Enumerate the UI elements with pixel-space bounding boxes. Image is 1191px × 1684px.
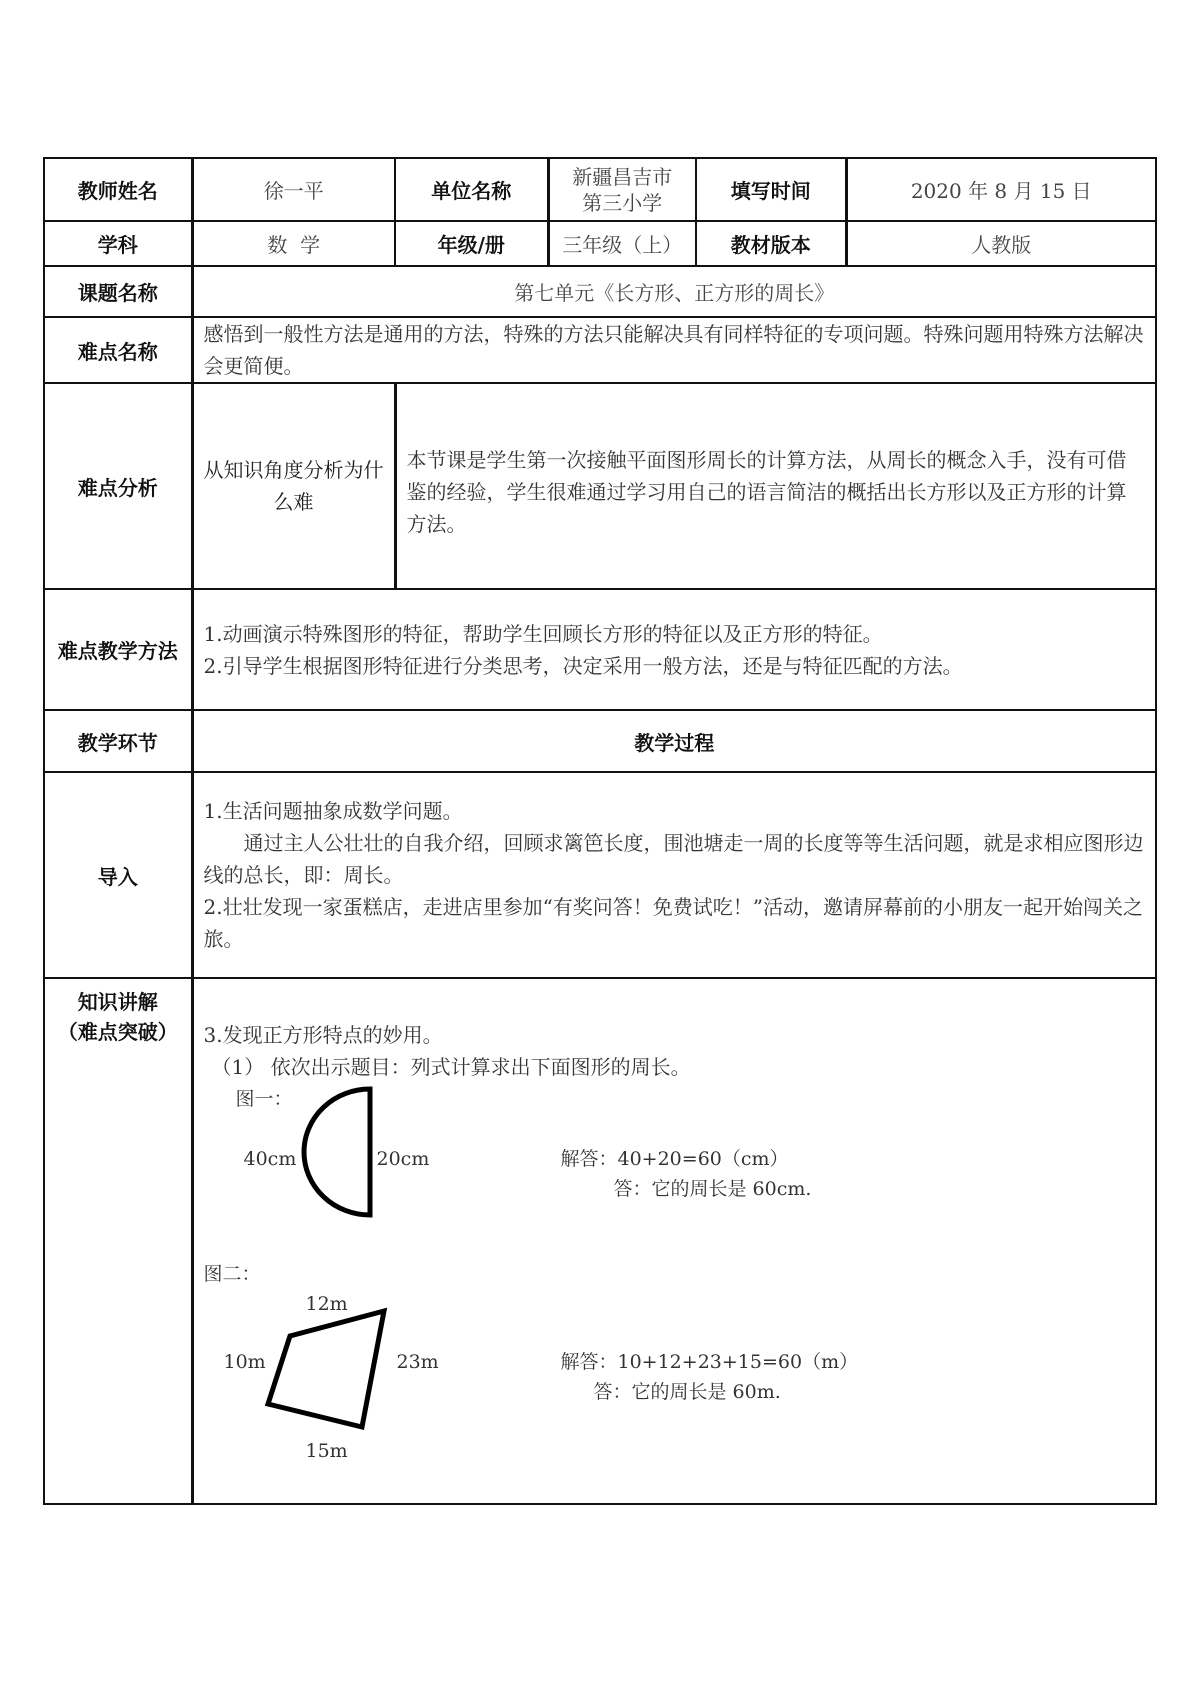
difficulty-value: 感悟到一般性方法是通用的方法，特殊的方法只能解决具有同样特征的专项问题。特殊问题用特殊方法解决会更简便。 <box>192 317 1156 383</box>
analysis-row <box>44 383 1156 589</box>
intro-line-2: 通过主人公壮壮的自我介绍，回顾求篱笆长度，围池塘走一周的长度等等生活问题，就是求相应图形边线的总长，即：周长。 <box>203 831 1144 887</box>
figures-area <box>204 1083 1146 1503</box>
grade-label: 年级/册 <box>395 221 548 266</box>
process-right-label: 教学过程 <box>192 710 1156 772</box>
fig1-arc-label: 40cm <box>243 1148 297 1170</box>
fig2-reply: 答：它的周长是 60m. <box>593 1381 781 1403</box>
fig2-answer: 解答：10+12+23+15=60（m） <box>560 1351 859 1373</box>
fig2-left-label: 10m <box>223 1351 266 1373</box>
info-row-2 <box>44 221 1156 266</box>
grade-value: 三年级（上） <box>548 221 696 266</box>
analysis-label: 难点分析 <box>44 383 192 589</box>
fig1-answer: 解答：40+20=60（cm） <box>560 1148 789 1170</box>
method-value <box>192 589 1156 710</box>
lesson-plan-sheet <box>43 157 1155 1505</box>
teacher-label: 教师姓名 <box>44 158 192 221</box>
difficulty-label: 难点名称 <box>44 317 192 383</box>
intro-line-3: 2.壮壮发现一家蛋糕店，走进店里参加“有奖问答！免费试吃！”活动，邀请屏幕前的小朋友一起开始闯关之旅。 <box>203 895 1144 951</box>
date-value: 2020 年 8 月 15 日 <box>846 158 1156 221</box>
date-label: 填写时间 <box>696 158 846 221</box>
fig2-top-label: 12m <box>305 1293 348 1315</box>
fig2-right-label: 23m <box>396 1351 439 1373</box>
method-row <box>44 589 1156 710</box>
semicircle-shape <box>294 1085 374 1221</box>
process-header-row <box>44 710 1156 772</box>
intro-line-1: 1.生活问题抽象成数学问题。 <box>203 799 463 823</box>
subject-label: 学科 <box>44 221 192 266</box>
quadrilateral-shape <box>259 1293 399 1433</box>
edition-label: 教材版本 <box>696 221 846 266</box>
knowledge-label-line2: （难点突破） <box>57 1020 178 1044</box>
method-label: 难点教学方法 <box>44 589 192 710</box>
unit-label: 单位名称 <box>395 158 548 221</box>
topic-value: 第七单元《长方形、正方形的周长》 <box>192 266 1156 317</box>
method-line-2: 2.引导学生根据图形特征进行分类思考，决定采用一般方法，还是与特征匹配的方法。 <box>203 653 963 678</box>
fig1-reply: 答：它的周长是 60cm. <box>613 1178 812 1200</box>
knowledge-label-line1: 知识讲解 <box>77 990 158 1014</box>
fig1-title: 图一： <box>235 1088 293 1110</box>
knowledge-line-1: 3.发现正方形特点的妙用。 <box>203 1023 443 1047</box>
analysis-sub-label: 从知识角度分析为什么难 <box>192 383 395 589</box>
teacher-value: 徐一平 <box>192 158 395 221</box>
method-line-1: 1.动画演示特殊图形的特征，帮助学生回顾长方形的特征以及正方形的特征。 <box>203 621 883 646</box>
intro-row <box>44 772 1156 978</box>
knowledge-label <box>44 978 192 1504</box>
info-row-1 <box>44 158 1156 221</box>
intro-value <box>192 772 1156 978</box>
lesson-plan-table <box>43 157 1157 1505</box>
process-left-label: 教学环节 <box>44 710 192 772</box>
knowledge-value <box>192 978 1156 1504</box>
subject-value: 数 学 <box>192 221 395 266</box>
difficulty-row <box>44 317 1156 383</box>
edition-value: 人教版 <box>846 221 1156 266</box>
topic-label: 课题名称 <box>44 266 192 317</box>
fig2-bottom-label: 15m <box>305 1440 348 1462</box>
intro-label: 导入 <box>44 772 192 978</box>
fig2-title: 图二： <box>203 1263 261 1285</box>
fig1-side-label: 20cm <box>376 1148 430 1170</box>
unit-value-line2: 第三小学 <box>582 190 663 215</box>
knowledge-line-2: （1） 依次出示题目：列式计算求出下面图形的周长。 <box>211 1055 691 1079</box>
topic-row <box>44 266 1156 317</box>
unit-value-line1: 新疆昌吉市 <box>572 164 673 189</box>
unit-value <box>548 158 696 221</box>
knowledge-row <box>44 978 1156 1504</box>
analysis-value: 本节课是学生第一次接触平面图形周长的计算方法，从周长的概念入手，没有可借鉴的经验，学生很难通过学习用自己的语言简洁的概括出长方形以及正方形的计算方法。 <box>395 383 1156 589</box>
